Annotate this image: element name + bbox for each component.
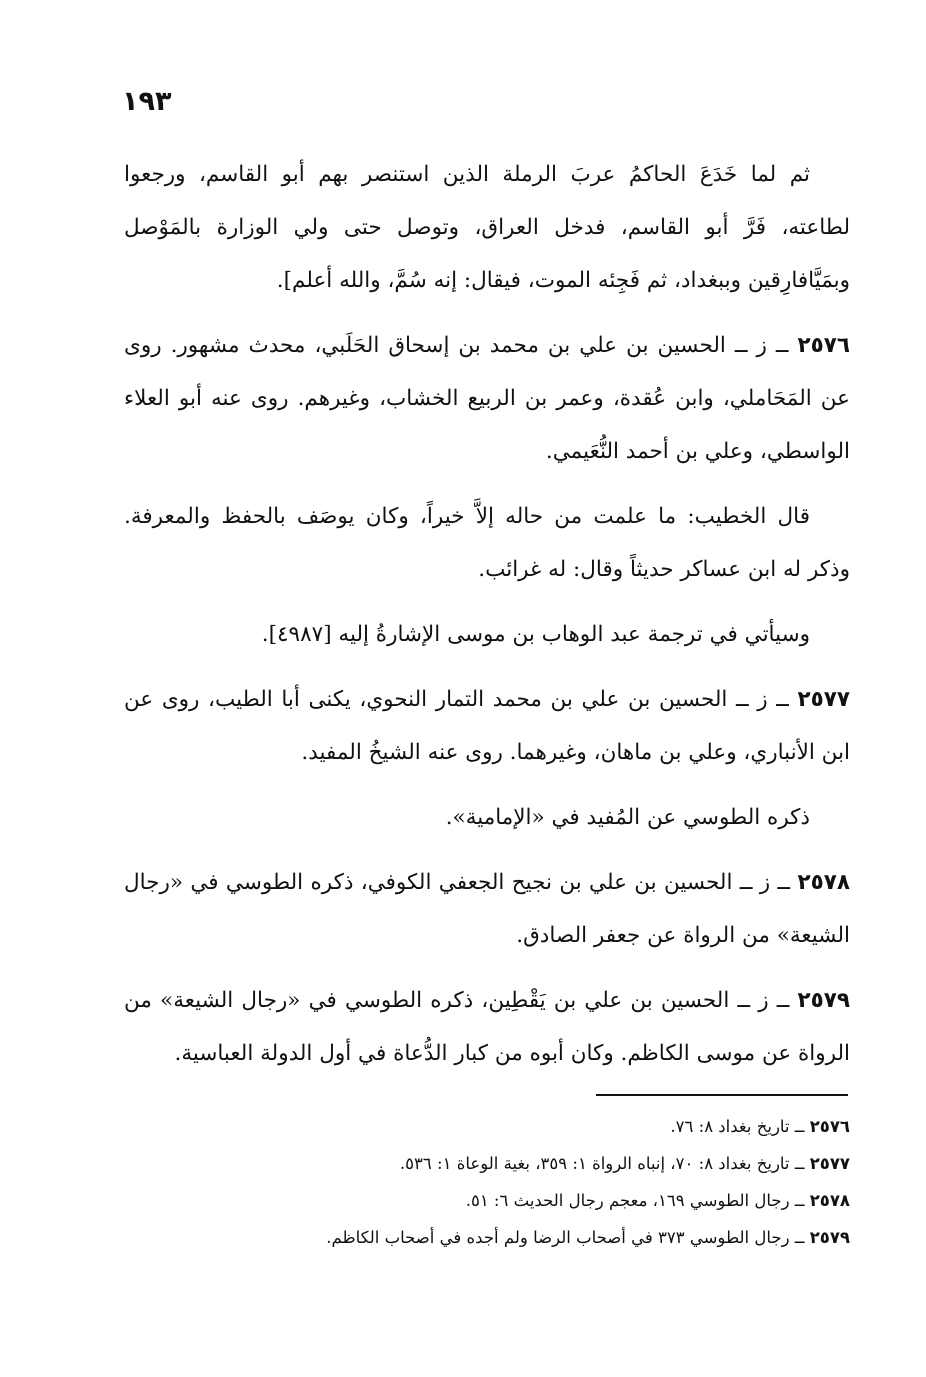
entry-number: ٢٥٧٧ xyxy=(797,687,850,712)
footnote xyxy=(124,1145,850,1182)
paragraph xyxy=(124,148,850,307)
footnotes xyxy=(124,1108,850,1256)
footnote-text: ــ رجال الطوسي ٣٧٣ في أصحاب الرضا ولم أجده في أصحاب الكاظم. xyxy=(326,1228,805,1247)
paragraph-text: ذكره الطوسي عن المُفيد في «الإمامية». xyxy=(445,805,810,830)
entry-paragraph xyxy=(124,319,850,478)
entry-paragraph xyxy=(124,673,850,779)
paragraph-text: ــ ز ــ الحسين بن علي بن محمد بن إسحاق الحَلَبي، محدث مشهور. روى عن المَحَاملي، وابن عُقدة، وعمر بن الربيع الخشاب، وغيرهم. روى عنه أبو العلاء الواسطي، وعلي بن أحمد النُّعَيمي. xyxy=(124,333,850,464)
footnote xyxy=(124,1219,850,1256)
page-number: ١٩٣ xyxy=(122,86,172,117)
paragraph xyxy=(124,791,850,844)
paragraph-text: ثم لما خَدَعَ الحاكمُ عربَ الرملة الذين استنصر بهم أبو القاسم، ورجعوا لطاعته، فَرَّ أبو القاسم، فدخل العراق، وتوصل حتى ولي الوزارة بالمَوْصل وبمَيَّافارِقين وببغداد، ثم فَجِئه الموت، فيقال: إنه سُمَّ، والله أعلم]. xyxy=(124,162,850,293)
paragraph-text: ــ ز ــ الحسين بن علي بن نجيح الجعفي الكوفي، ذكره الطوسي في «رجال الشيعة» من الرواة عن جعفر الصادق. xyxy=(124,870,850,948)
paragraph-text: قال الخطيب: ما علمت من حاله إلاَّ خيراً، وكان يوصَف بالحفظ والمعرفة. وذكر له ابن عساكر حديثاً وقال: له غرائب. xyxy=(124,504,850,582)
footnote-number: ٢٥٧٦ xyxy=(809,1117,850,1136)
footnote xyxy=(124,1108,850,1145)
footnote-text: ــ تاريخ بغداد ٨: ٧٠، إنباه الرواة ١: ٣٥٩، بغية الوعاة ١: ٥٣٦. xyxy=(399,1154,805,1173)
paragraph xyxy=(124,490,850,596)
entry-number: ٢٥٧٦ xyxy=(797,333,850,358)
footnote-number: ٢٥٧٩ xyxy=(809,1228,850,1247)
main-text xyxy=(124,148,850,1092)
entry-number: ٢٥٧٨ xyxy=(797,870,850,895)
paragraph-text: ــ ز ــ الحسين بن علي بن يَقْطِين، ذكره الطوسي في «رجال الشيعة» من الرواة عن موسى الكاظم. وكان أبوه من كبار الدُّعاة في أول الدولة العباسية. xyxy=(124,988,850,1066)
entry-paragraph xyxy=(124,974,850,1080)
footnote-divider xyxy=(596,1094,848,1096)
footnote-number: ٢٥٧٨ xyxy=(809,1191,850,1210)
entry-paragraph xyxy=(124,856,850,962)
entry-number: ٢٥٧٩ xyxy=(797,988,850,1013)
paragraph xyxy=(124,608,850,661)
footnote xyxy=(124,1182,850,1219)
footnote-text: ــ رجال الطوسي ١٦٩، معجم رجال الحديث ٦: ٥١. xyxy=(465,1191,805,1210)
footnote-number: ٢٥٧٧ xyxy=(809,1154,850,1173)
paragraph-text: ــ ز ــ الحسين بن علي بن محمد التمار النحوي، يكنى أبا الطيب، روى عن ابن الأنباري، وعلي بن ماهان، وغيرهما. روى عنه الشيخُ المفيد. xyxy=(124,687,850,765)
paragraph-text: وسيأتي في ترجمة عبد الوهاب بن موسى الإشارةُ إليه [٤٩٨٧]. xyxy=(261,622,810,647)
footnote-text: ــ تاريخ بغداد ٨: ٧٦. xyxy=(670,1117,805,1136)
